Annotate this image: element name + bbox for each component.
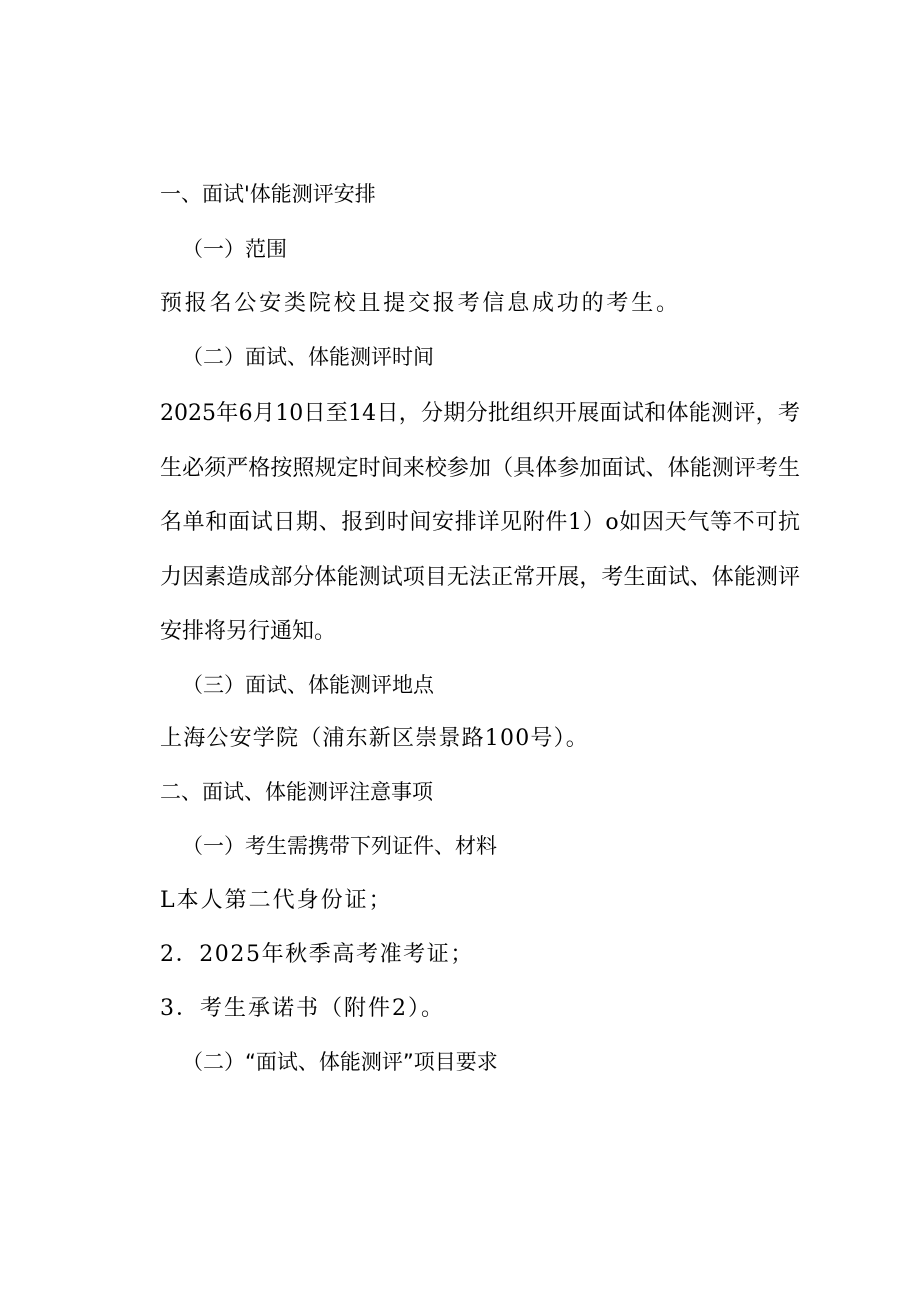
list-item: 2．2025年秋季高考准考证；	[160, 942, 474, 967]
section-2-1-heading: （一）考生需携带下列证件、材料	[182, 834, 497, 858]
list-item: 3．考生承诺书（附件2）。	[160, 996, 445, 1021]
section-1-1-heading: （一）范围	[182, 237, 287, 261]
section-1-3-heading: （三）面试、体能测评地点	[182, 673, 434, 697]
section-1-2-heading: （二）面试、体能测评时间	[182, 345, 434, 369]
section-2-2-heading: （二）“面试、体能测评”项目要求	[182, 1050, 498, 1074]
section-1-3-body: 上海公安学院（浦东新区崇景路100号）。	[160, 726, 589, 751]
section-1-2-body: 2025年6月10日至14日，分期分批组织开展面试和体能测评，考生必须严格按照规定时间来校参加（具体参加面试、体能测评考生名单和面试日期、报到时间安排详见附件1）o如因天气等不可抗力因素造成部分体能测试项目无法正常开展，考生面试、体能测评安排将另行通知。	[160, 401, 800, 645]
section-1-heading: 一、面试'体能测评安排	[160, 182, 376, 206]
section-2-heading: 二、面试、体能测评注意事项	[160, 780, 433, 804]
section-1-1-body: 预报名公安类院校且提交报考信息成功的考生。	[160, 291, 681, 316]
list-item: L本人第二代身份证；	[160, 888, 393, 913]
